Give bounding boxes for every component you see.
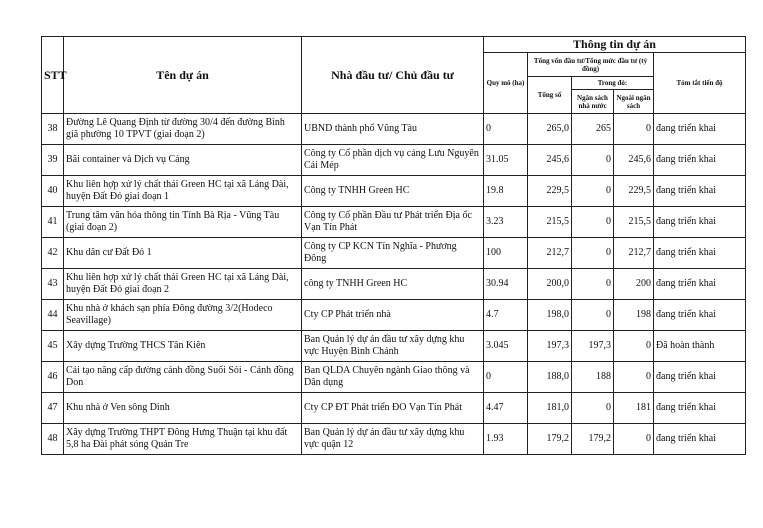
row-non-budget: 0 xyxy=(614,114,654,145)
table-row xyxy=(42,176,746,207)
row-progress: đang triển khai xyxy=(654,362,746,393)
row-project-name: Xây dựng Trường THCS Tân Kiên xyxy=(64,331,302,362)
row-project-name: Khu liên hợp xử lý chất thải Green HC tại xã Láng Dài, huyện Đất Đỏ giai đoạn 1 xyxy=(64,176,302,207)
row-non-budget: 198 xyxy=(614,300,654,331)
row-stt: 44 xyxy=(42,300,64,331)
row-non-budget: 245,6 xyxy=(614,145,654,176)
row-progress: đang triển khai xyxy=(654,238,746,269)
row-investor: Ban Quản lý dự án đầu tư xây dựng khu vực quận 12 xyxy=(302,424,484,455)
row-state-budget: 0 xyxy=(572,145,614,176)
row-investor: công ty TNHH Green HC xyxy=(302,269,484,300)
row-total-capital: 229,5 xyxy=(528,176,572,207)
row-total-capital: 265,0 xyxy=(528,114,572,145)
row-total-capital: 245,6 xyxy=(528,145,572,176)
row-scale: 3.23 xyxy=(484,207,528,238)
row-stt: 43 xyxy=(42,269,64,300)
row-project-name: Khu nhà ở khách sạn phía Đông đường 3/2(Hodeco Seavillage) xyxy=(64,300,302,331)
row-scale: 3.045 xyxy=(484,331,528,362)
row-progress: đang triển khai xyxy=(654,424,746,455)
row-scale: 4.47 xyxy=(484,393,528,424)
table-row xyxy=(42,424,746,455)
table-row xyxy=(42,238,746,269)
row-non-budget: 0 xyxy=(614,362,654,393)
header-project-info: Thông tin dự án xyxy=(484,37,746,53)
row-state-budget: 265 xyxy=(572,114,614,145)
row-state-budget: 188 xyxy=(572,362,614,393)
header-of-which: Trong đó: xyxy=(572,77,654,90)
row-scale: 19.8 xyxy=(484,176,528,207)
header-state-budget: Ngân sách nhà nước xyxy=(572,90,614,114)
row-non-budget: 181 xyxy=(614,393,654,424)
row-total-capital: 181,0 xyxy=(528,393,572,424)
row-investor: Cty CP ĐT Phát triển ĐO Vạn Tín Phát xyxy=(302,393,484,424)
row-scale: 0 xyxy=(484,362,528,393)
row-project-name: Khu liên hợp xử lý chất thải Green HC tại xã Láng Dài, huyện Đất Đỏ giai đoạn 2 xyxy=(64,269,302,300)
table-row xyxy=(42,300,746,331)
row-state-budget: 0 xyxy=(572,269,614,300)
row-project-name: Xây dựng Trường THPT Đông Hưng Thuận tại khu đất 5,8 ha Đài phát sóng Quán Tre xyxy=(64,424,302,455)
row-scale: 4.7 xyxy=(484,300,528,331)
row-progress: đang triển khai xyxy=(654,114,746,145)
row-progress: đang triển khai xyxy=(654,176,746,207)
row-stt: 40 xyxy=(42,176,64,207)
row-non-budget: 212,7 xyxy=(614,238,654,269)
header-investor: Nhà đầu tư/ Chủ đầu tư xyxy=(302,37,484,114)
row-non-budget: 0 xyxy=(614,331,654,362)
row-state-budget: 197,3 xyxy=(572,331,614,362)
header-scale: Quy mô (ha) xyxy=(484,53,528,114)
table-row xyxy=(42,331,746,362)
header-capital: Tổng vốn đầu tư/Tổng mức đầu tư (tỷ đồng) xyxy=(528,53,654,77)
row-scale: 0 xyxy=(484,114,528,145)
table-row xyxy=(42,362,746,393)
row-total-capital: 200,0 xyxy=(528,269,572,300)
row-total-capital: 179,2 xyxy=(528,424,572,455)
table-row xyxy=(42,145,746,176)
row-stt: 38 xyxy=(42,114,64,145)
row-non-budget: 229,5 xyxy=(614,176,654,207)
row-investor: Ban QLDA Chuyên ngành Giao thông và Dân dụng xyxy=(302,362,484,393)
row-total-capital: 212,7 xyxy=(528,238,572,269)
row-progress: đang triển khai xyxy=(654,207,746,238)
row-scale: 100 xyxy=(484,238,528,269)
row-total-capital: 198,0 xyxy=(528,300,572,331)
row-non-budget: 215,5 xyxy=(614,207,654,238)
row-progress: Đã hoàn thành xyxy=(654,331,746,362)
project-table xyxy=(41,36,746,455)
header-stt: STT xyxy=(42,37,64,114)
row-project-name: Khu nhà ở Ven sông Dinh xyxy=(64,393,302,424)
header-non-budget: Ngoài ngân sách xyxy=(614,90,654,114)
row-stt: 46 xyxy=(42,362,64,393)
row-state-budget: 0 xyxy=(572,300,614,331)
row-scale: 1.93 xyxy=(484,424,528,455)
row-stt: 41 xyxy=(42,207,64,238)
row-total-capital: 197,3 xyxy=(528,331,572,362)
row-project-name: Bãi container và Dịch vụ Cảng xyxy=(64,145,302,176)
row-scale: 30.94 xyxy=(484,269,528,300)
table-row xyxy=(42,114,746,145)
row-investor: Công ty Cổ phần dịch vụ cảng Lưu Nguyên Cái Mép xyxy=(302,145,484,176)
row-investor: Công ty CP KCN Tín Nghĩa - Phương Đông xyxy=(302,238,484,269)
row-stt: 47 xyxy=(42,393,64,424)
row-non-budget: 200 xyxy=(614,269,654,300)
row-stt: 48 xyxy=(42,424,64,455)
row-investor: Công ty TNHH Green HC xyxy=(302,176,484,207)
row-state-budget: 0 xyxy=(572,238,614,269)
row-investor: UBND thành phố Vũng Tàu xyxy=(302,114,484,145)
row-state-budget: 0 xyxy=(572,207,614,238)
row-investor: Cty CP Phát triển nhà xyxy=(302,300,484,331)
row-state-budget: 179,2 xyxy=(572,424,614,455)
row-investor: Ban Quản lý dự án đầu tư xây dựng khu vực Huyện Bình Chánh xyxy=(302,331,484,362)
row-scale: 31.05 xyxy=(484,145,528,176)
header-progress: Tóm tắt tiến độ xyxy=(654,53,746,114)
table-row xyxy=(42,269,746,300)
row-progress: đang triển khai xyxy=(654,393,746,424)
row-total-capital: 188,0 xyxy=(528,362,572,393)
row-progress: đang triển khai xyxy=(654,269,746,300)
row-project-name: Đường Lê Quang Định từ đường 30/4 đến đường Bình giã phường 10 TPVT (giai đoạn 2) xyxy=(64,114,302,145)
row-non-budget: 0 xyxy=(614,424,654,455)
header-total: Tổng số xyxy=(528,77,572,114)
row-stt: 39 xyxy=(42,145,64,176)
table-row xyxy=(42,393,746,424)
row-stt: 45 xyxy=(42,331,64,362)
row-state-budget: 0 xyxy=(572,176,614,207)
row-stt: 42 xyxy=(42,238,64,269)
row-project-name: Cải tạo nâng cấp đường cánh đồng Suối Sỏi - Cánh đồng Don xyxy=(64,362,302,393)
row-project-name: Khu dân cư Đất Đỏ 1 xyxy=(64,238,302,269)
row-project-name: Trung tâm văn hóa thông tin Tỉnh Bà Rịa - Vũng Tàu (giai đoạn 2) xyxy=(64,207,302,238)
row-total-capital: 215,5 xyxy=(528,207,572,238)
table-row xyxy=(42,207,746,238)
row-state-budget: 0 xyxy=(572,393,614,424)
row-progress: đang triển khai xyxy=(654,145,746,176)
row-progress: đang triển khai xyxy=(654,300,746,331)
header-project-name: Tên dự án xyxy=(64,37,302,114)
row-investor: Công ty Cổ phần Đầu tư Phát triển Địa ốc Vạn Tín Phát xyxy=(302,207,484,238)
